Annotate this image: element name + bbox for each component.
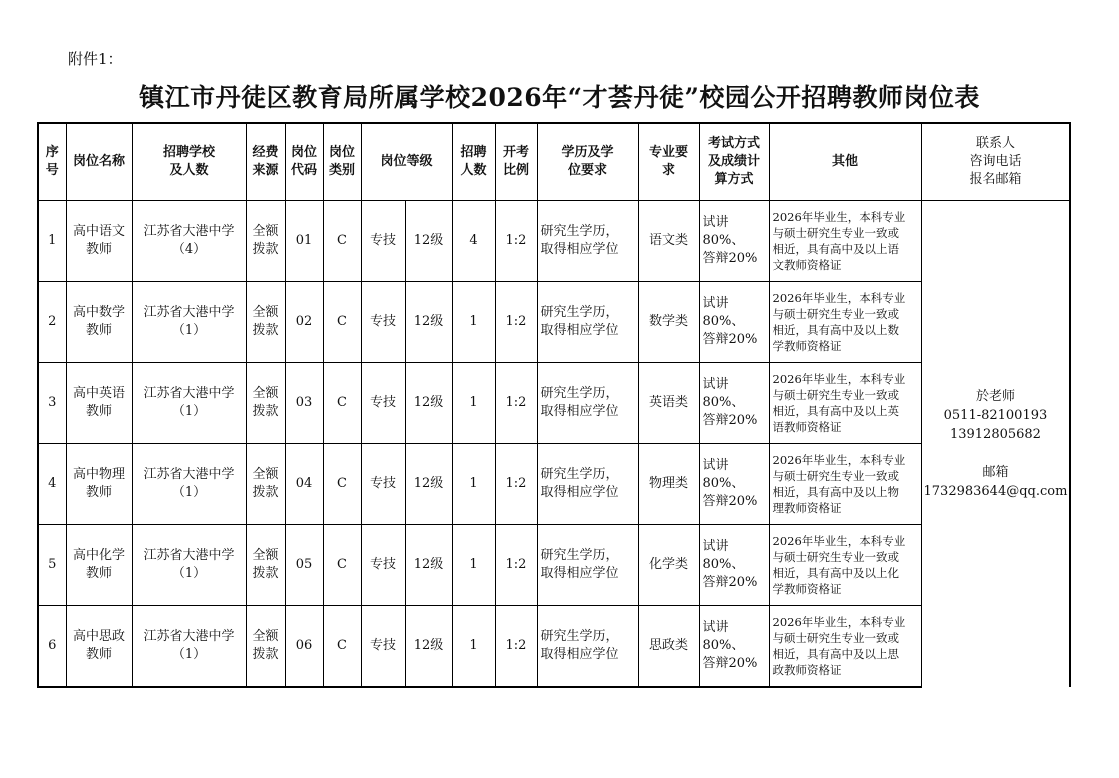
cell-category: C: [323, 606, 361, 688]
cell-ratio: 1:2: [495, 606, 537, 688]
cell-funding: 全额 拨款: [246, 444, 285, 525]
cell-no: 5: [38, 525, 66, 606]
cell-grade-level: 12级: [405, 201, 452, 282]
cell-school: 江苏省大港中学 （1）: [132, 525, 246, 606]
cell-grade-type: 专技: [361, 282, 405, 363]
table-header-row: [38, 123, 1070, 201]
cell-major: 数学类: [638, 282, 699, 363]
cell-grade-level: 12级: [405, 444, 452, 525]
cell-exam: 试讲80%、 答辩20%: [699, 525, 769, 606]
cell-count: 1: [452, 282, 495, 363]
cell-note: 2026年毕业生，本科专业 与硕士研究生专业一致或 相近，具有高中及以上物 理教师资格证: [769, 444, 921, 525]
cell-position: 高中思政 教师: [66, 606, 132, 688]
cell-ratio: 1:2: [495, 201, 537, 282]
contact-cell: [921, 201, 1070, 688]
cell-edu: 研究生学历， 取得相应学位: [537, 363, 638, 444]
cell-grade-type: 专技: [361, 201, 405, 282]
cell-exam: 试讲80%、 答辩20%: [699, 363, 769, 444]
cell-category: C: [323, 201, 361, 282]
cell-count: 1: [452, 606, 495, 688]
header-contact: 联系人 咨询电话 报名邮箱: [921, 123, 1070, 201]
cell-code: 01: [285, 201, 323, 282]
cell-exam: 试讲80%、 答辩20%: [699, 444, 769, 525]
cell-note: 2026年毕业生，本科专业 与硕士研究生专业一致或 相近，具有高中及以上英 语教师资格证: [769, 363, 921, 444]
cell-position: 高中语文 教师: [66, 201, 132, 282]
header-category: 岗位 类别: [323, 123, 361, 201]
cell-funding: 全额 拨款: [246, 282, 285, 363]
cell-note: 2026年毕业生，本科专业 与硕士研究生专业一致或 相近，具有高中及以上语 文教师资格证: [769, 201, 921, 282]
cell-ratio: 1:2: [495, 525, 537, 606]
header-count: 招聘 人数: [452, 123, 495, 201]
cell-grade-level: 12级: [405, 606, 452, 688]
header-other: 其他: [769, 123, 921, 201]
cell-school: 江苏省大港中学 （4）: [132, 201, 246, 282]
cell-category: C: [323, 363, 361, 444]
cell-ratio: 1:2: [495, 363, 537, 444]
cell-major: 英语类: [638, 363, 699, 444]
header-funding: 经费 来源: [246, 123, 285, 201]
header-ratio: 开考 比例: [495, 123, 537, 201]
cell-major: 化学类: [638, 525, 699, 606]
cell-funding: 全额 拨款: [246, 363, 285, 444]
cell-position: 高中物理 教师: [66, 444, 132, 525]
cell-exam: 试讲80%、 答辩20%: [699, 606, 769, 688]
cell-position: 高中化学 教师: [66, 525, 132, 606]
cell-funding: 全额 拨款: [246, 525, 285, 606]
recruitment-table: [37, 122, 1071, 688]
header-code: 岗位 代码: [285, 123, 323, 201]
cell-no: 4: [38, 444, 66, 525]
cell-code: 04: [285, 444, 323, 525]
cell-count: 1: [452, 525, 495, 606]
cell-note: 2026年毕业生，本科专业 与硕士研究生专业一致或 相近，具有高中及以上思 政教师资格证: [769, 606, 921, 688]
cell-code: 03: [285, 363, 323, 444]
table-row: [38, 525, 1070, 606]
cell-school: 江苏省大港中学 （1）: [132, 363, 246, 444]
table-row: [38, 363, 1070, 444]
cell-category: C: [323, 282, 361, 363]
cell-ratio: 1:2: [495, 444, 537, 525]
contact-email-label: 邮箱: [982, 465, 1009, 480]
cell-grade-type: 专技: [361, 606, 405, 688]
cell-edu: 研究生学历， 取得相应学位: [537, 282, 638, 363]
page-title: 镇江市丹徒区教育局所属学校2026年“才荟丹徒”校园公开招聘教师岗位表: [139, 83, 980, 112]
header-major: 专业要 求: [638, 123, 699, 201]
contact-name: 於老师: [975, 389, 1015, 404]
header-position: 岗位名称: [66, 123, 132, 201]
cell-edu: 研究生学历， 取得相应学位: [537, 201, 638, 282]
cell-funding: 全额 拨款: [246, 606, 285, 688]
cell-edu: 研究生学历， 取得相应学位: [537, 525, 638, 606]
cell-school: 江苏省大港中学 （1）: [132, 282, 246, 363]
table-row: [38, 282, 1070, 363]
cell-grade-level: 12级: [405, 363, 452, 444]
contact-phone-1: 0511-82100193: [943, 408, 1048, 423]
cell-note: 2026年毕业生，本科专业 与硕士研究生专业一致或 相近，具有高中及以上数 学教师资格证: [769, 282, 921, 363]
cell-major: 语文类: [638, 201, 699, 282]
contact-phone-2: 13912805682: [949, 427, 1041, 442]
table-row: [38, 606, 1070, 688]
header-edu: 学历及学 位要求: [537, 123, 638, 201]
cell-count: 4: [452, 201, 495, 282]
cell-school: 江苏省大港中学 （1）: [132, 444, 246, 525]
header-grade: 岗位等级: [361, 123, 452, 201]
cell-exam: 试讲80%、 答辩20%: [699, 201, 769, 282]
cell-category: C: [323, 525, 361, 606]
cell-exam: 试讲80%、 答辩20%: [699, 282, 769, 363]
cell-school: 江苏省大港中学 （1）: [132, 606, 246, 688]
table-row: [38, 201, 1070, 282]
cell-position: 高中英语 教师: [66, 363, 132, 444]
cell-count: 1: [452, 444, 495, 525]
table-row: [38, 444, 1070, 525]
cell-count: 1: [452, 363, 495, 444]
cell-no: 2: [38, 282, 66, 363]
cell-ratio: 1:2: [495, 282, 537, 363]
cell-no: 3: [38, 363, 66, 444]
cell-edu: 研究生学历， 取得相应学位: [537, 606, 638, 688]
cell-edu: 研究生学历， 取得相应学位: [537, 444, 638, 525]
cell-code: 05: [285, 525, 323, 606]
header-no: 序 号: [38, 123, 66, 201]
header-school: 招聘学校 及人数: [132, 123, 246, 201]
cell-code: 06: [285, 606, 323, 688]
cell-grade-type: 专技: [361, 363, 405, 444]
cell-category: C: [323, 444, 361, 525]
cell-code: 02: [285, 282, 323, 363]
cell-position: 高中数学 教师: [66, 282, 132, 363]
cell-no: 1: [38, 201, 66, 282]
cell-grade-level: 12级: [405, 282, 452, 363]
header-exam: 考试方式 及成绩计 算方式: [699, 123, 769, 201]
cell-note: 2026年毕业生，本科专业 与硕士研究生专业一致或 相近，具有高中及以上化 学教师资格证: [769, 525, 921, 606]
cell-grade-type: 专技: [361, 525, 405, 606]
cell-funding: 全额 拨款: [246, 201, 285, 282]
attachment-label: 附件1：: [68, 50, 123, 68]
contact-email: 1732983644@qq.com: [923, 484, 1068, 499]
cell-major: 思政类: [638, 606, 699, 688]
cell-grade-level: 12级: [405, 525, 452, 606]
cell-grade-type: 专技: [361, 444, 405, 525]
cell-no: 6: [38, 606, 66, 688]
cell-major: 物理类: [638, 444, 699, 525]
